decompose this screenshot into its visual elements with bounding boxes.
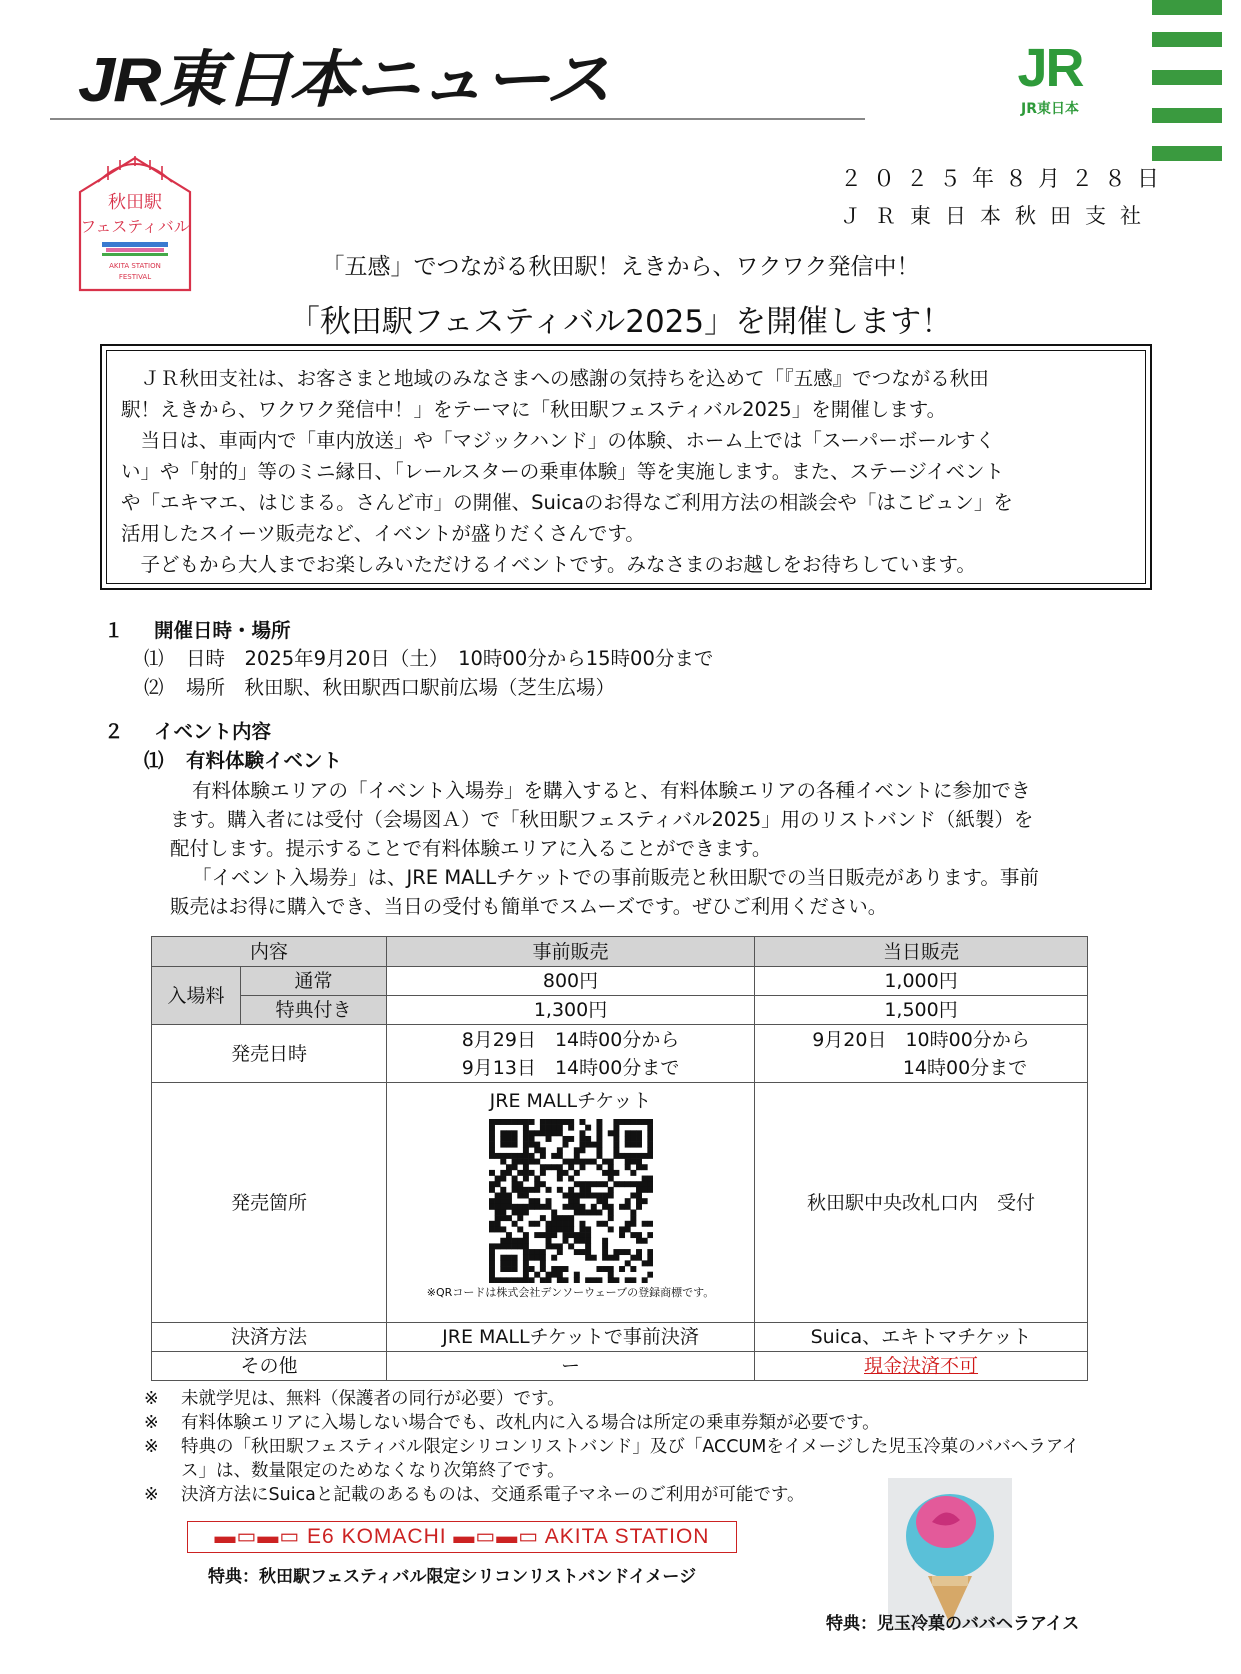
other-label: その他	[152, 1352, 387, 1381]
body-line: 販売はお得に購入でき、当日の受付も簡単でスムーズです。ぜひご利用ください。	[170, 895, 888, 918]
no-cash-notice: 現金決済不可	[864, 1355, 979, 1377]
note-mark: ※	[144, 1485, 159, 1505]
sale-date-sameday	[755, 1025, 1088, 1083]
sale-date-advance-start: 8月29日 14時00分から	[461, 1028, 680, 1051]
sale-date-label: 発売日時	[152, 1025, 387, 1083]
logo-line-1: 秋田駅	[108, 192, 162, 212]
ice-cream-caption: 特典：児玉冷菓のババヘラアイス	[826, 1614, 1080, 1634]
body-line: ます。購入者には受付（会場図Ａ）で「秋田駅フェスティバル2025」用のリストバンド（紙製）を	[170, 808, 1034, 831]
body-line: 配付します。提示することで有料体験エリアに入ることができます。	[170, 837, 772, 860]
table-row	[152, 1083, 1088, 1323]
table-header-row	[152, 937, 1088, 967]
payment-label: 決済方法	[152, 1323, 387, 1352]
other-advance: ー	[387, 1352, 755, 1381]
green-stripe	[1152, 146, 1222, 161]
logo-line-3: AKITA STATION	[109, 262, 161, 270]
section-2-number: ２	[104, 720, 124, 743]
qr-trademark-note: ※QRコードは株式会社デンソーウェーブの登録商標です。	[426, 1286, 715, 1299]
jr-logo-letters: JR	[1017, 38, 1083, 98]
sale-date-advance	[387, 1025, 755, 1083]
event-location: 場所 秋田駅、秋田駅西口駅前広場（芝生広場）	[186, 676, 616, 699]
masthead-title: JR東日本ニュース	[78, 46, 610, 115]
table-row	[152, 1323, 1088, 1352]
table-row	[152, 967, 1088, 996]
bonus-advance-price: 1,300円	[387, 996, 755, 1025]
summary-line: ＪＲ秋田支社は、お客さまと地域のみなさまへの感謝の気持ちを込めて「『五感』でつながる秋田	[121, 367, 989, 390]
ice-cream-photo	[888, 1478, 1012, 1628]
normal-label: 通常	[241, 967, 387, 996]
summary-line: 当日は、車両内で「車内放送」や「マジックハンド」の体験、ホーム上では「スーパーボールすく	[121, 429, 995, 452]
logo-line-4: FESTIVAL	[118, 273, 152, 281]
wristband-image	[187, 1521, 737, 1553]
jr-east-logo	[996, 38, 1104, 118]
place-advance-name: JRE MALLチケット	[489, 1090, 652, 1112]
green-stripe	[1152, 0, 1222, 15]
fee-label: 入場料	[152, 967, 241, 1025]
sale-date-advance-end: 9月13日 14時00分まで	[461, 1056, 680, 1079]
place-advance	[387, 1083, 755, 1323]
page-title: 「秋田駅フェスティバル2025」を開催します！	[288, 304, 953, 340]
body-line: 「イベント入場券」は、JRE MALLチケットでの事前販売と秋田駅での当日販売があります。事前	[192, 866, 1039, 889]
section-2-heading: イベント内容	[154, 720, 272, 743]
item-2-number: ⑵	[144, 676, 164, 699]
summary-line: 駅！えきから、ワクワク発信中！」をテーマに「秋田駅フェスティバル2025」を開催します。	[121, 398, 947, 421]
table-row	[152, 996, 1088, 1025]
place-sameday: 秋田駅中央改札口内 受付	[755, 1083, 1088, 1323]
payment-sameday: Suica、エキトマチケット	[755, 1323, 1088, 1352]
wristband-caption: 特典：秋田駅フェスティバル限定シリコンリストバンドイメージ	[208, 1567, 697, 1587]
bonus-sameday-price: 1,500円	[755, 996, 1088, 1025]
logo-line-2: フェスティバル	[80, 219, 190, 236]
header-content: 内容	[152, 937, 387, 967]
release-date: ２０２５年８月２８日	[840, 167, 1171, 192]
section-1-number: １	[104, 619, 124, 642]
section-1-heading: 開催日時・場所	[154, 619, 291, 642]
summary-line: 子どもから大人までお楽しみいただけるイベントです。みなさまのお越しをお待ちしています。	[121, 553, 976, 576]
subtitle: 「五感」でつながる秋田駅！えきから、ワクワク発信中！	[321, 254, 920, 280]
table-row	[152, 1025, 1088, 1083]
green-stripe	[1152, 108, 1222, 123]
sale-date-sameday-end: 14時00分まで	[902, 1056, 1028, 1079]
green-stripe	[1152, 70, 1222, 85]
bonus-label: 特典付き	[241, 996, 387, 1025]
note-text: 未就学児は、無料（保護者の同行が必要）です。	[181, 1389, 565, 1409]
issuer: ＪＲ東日本秋田支社	[840, 204, 1155, 228]
ticket-table	[151, 936, 1088, 1381]
summary-line: い」や「射的」等のミニ縁日、「レールスターの乗車体験」等を実施します。また、ステージイベント	[121, 460, 1004, 483]
note-text: ス」は、数量限定のためなくなり次第終了です。	[181, 1461, 565, 1481]
normal-sameday-price: 1,000円	[755, 967, 1088, 996]
qr-code-image[interactable]	[489, 1119, 653, 1283]
event-datetime: 日時 2025年9月20日（土） 10時00分から15時00分まで	[186, 647, 714, 670]
note-text: 有料体験エリアに入場しない場合でも、改札内に入る場合は所定の乗車券類が必要です。	[181, 1413, 880, 1433]
note-text: 決済方法にSuicaと記載のあるものは、交通系電子マネーのご利用が可能です。	[181, 1485, 805, 1505]
subsection-heading: 有料体験イベント	[186, 749, 343, 772]
header-divider	[50, 118, 865, 120]
note-mark: ※	[144, 1437, 159, 1457]
place-label: 発売箇所	[152, 1083, 387, 1323]
body-line: 有料体験エリアの「イベント入場券」を購入すると、有料体験エリアの各種イベントに参加でき	[192, 779, 1031, 802]
header-advance: 事前販売	[387, 937, 755, 967]
jr-logo-subtext: JR東日本	[1021, 101, 1079, 117]
table-row	[152, 1352, 1088, 1381]
wristband-text: ▬▭▬▭ E6 KOMACHI ▬▭▬▭ AKITA STATION	[214, 1525, 710, 1548]
normal-advance-price: 800円	[387, 967, 755, 996]
summary-box	[100, 344, 1152, 590]
payment-advance: JRE MALLチケットで事前決済	[387, 1323, 755, 1352]
note-mark: ※	[144, 1413, 159, 1433]
sale-date-sameday-start: 9月20日 10時00分から	[812, 1028, 1030, 1051]
other-sameday	[755, 1352, 1088, 1381]
item-1-number: ⑴	[144, 647, 164, 670]
summary-line: 活用したスイーツ販売など、イベントが盛りだくさんです。	[121, 522, 645, 545]
summary-line: や「エキマエ、はじまる。さんど市」の開催、Suicaのお得なご利用方法の相談会や「はこビュン」を	[121, 491, 1013, 514]
note-mark: ※	[144, 1389, 159, 1409]
header-sameday: 当日販売	[755, 937, 1088, 967]
green-stripe	[1152, 32, 1222, 47]
note-text: 特典の「秋田駅フェスティバル限定シリコンリストバンド」及び「ACCUMをイメージした児玉冷菓のババヘラアイ	[181, 1437, 1080, 1457]
subsection-number: ⑴	[144, 749, 164, 772]
